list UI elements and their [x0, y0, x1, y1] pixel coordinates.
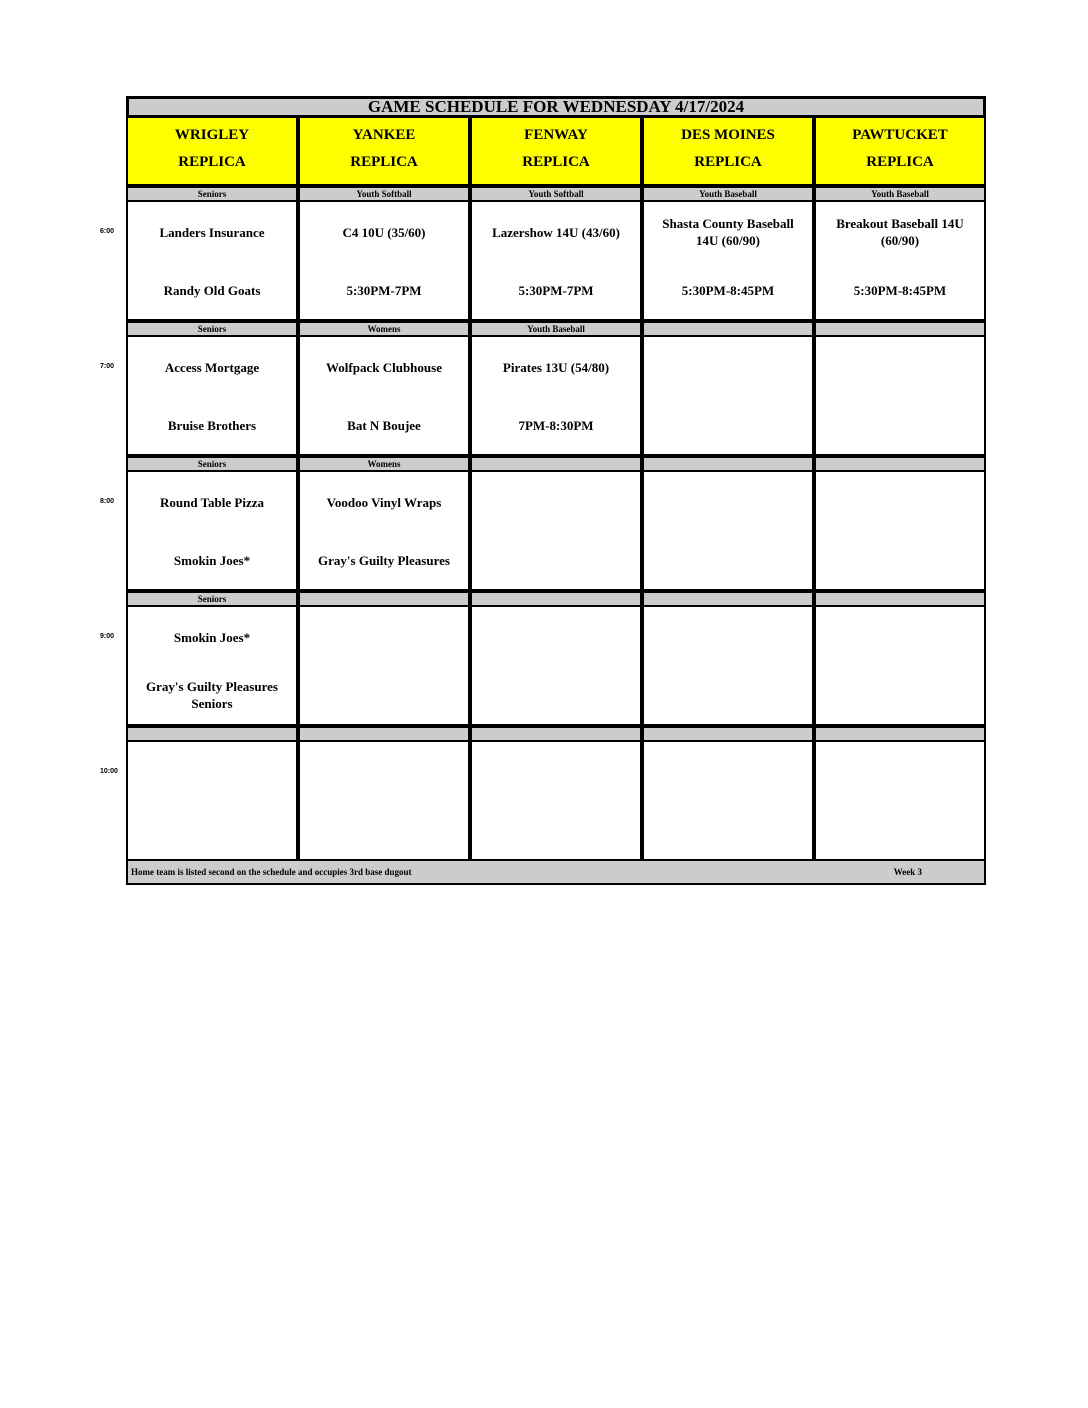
field-name: FENWAY — [524, 127, 588, 143]
game-line-1: Smokin Joes* — [173, 629, 251, 645]
game-cell — [298, 202, 470, 321]
game-cell — [470, 607, 642, 726]
division-cell: Youth Baseball — [642, 186, 814, 202]
schedule-title: GAME SCHEDULE FOR WEDNESDAY 4/17/2024 — [126, 96, 986, 118]
game-cell — [126, 607, 298, 726]
game-line-2: 7PM-8:30PM — [518, 417, 594, 433]
time-slot-6-00 — [100, 186, 986, 321]
field-sub: REPLICA — [178, 154, 246, 170]
game-row — [126, 337, 986, 456]
game-cell — [814, 472, 986, 591]
game-cell — [470, 472, 642, 591]
footer-note: Home team is listed second on the schedule and occupies 3rd base dugout — [131, 867, 412, 877]
division-cell — [814, 456, 986, 472]
division-cell — [126, 726, 298, 742]
field-header-fenway — [470, 118, 642, 186]
game-line-2: 5:30PM-8:45PM — [681, 282, 775, 298]
game-cell — [814, 337, 986, 456]
division-cell: Youth Softball — [470, 186, 642, 202]
game-cell — [814, 202, 986, 321]
game-line-2: Smokin Joes* — [173, 552, 251, 568]
division-cell: Seniors — [126, 321, 298, 337]
division-cell — [642, 321, 814, 337]
game-cell — [126, 202, 298, 321]
time-label: 6:00 — [100, 228, 115, 235]
game-cell — [470, 742, 642, 861]
division-cell: Youth Baseball — [814, 186, 986, 202]
field-sub: REPLICA — [866, 154, 934, 170]
game-line-2: Randy Old Goats — [163, 282, 261, 298]
game-cell — [642, 337, 814, 456]
game-cell — [814, 607, 986, 726]
game-row — [126, 607, 986, 726]
game-cell — [126, 337, 298, 456]
field-header-row — [126, 118, 986, 186]
division-cell — [642, 456, 814, 472]
game-cell — [298, 742, 470, 861]
division-cell — [814, 591, 986, 607]
division-cell: Womens — [298, 321, 470, 337]
field-header-des-moines — [642, 118, 814, 186]
time-slot-8-00 — [100, 456, 986, 591]
game-line-2: Gray's Guilty Pleasures Seniors — [146, 679, 278, 711]
time-slot-7-00 — [100, 321, 986, 456]
division-cell — [470, 726, 642, 742]
game-line-2: Gray's Guilty Pleasures — [318, 552, 450, 568]
game-cell — [126, 742, 298, 861]
division-cell: Seniors — [126, 591, 298, 607]
division-row — [126, 591, 986, 607]
schedule-table — [100, 96, 986, 885]
division-cell — [814, 321, 986, 337]
game-line-2: 5:30PM-7PM — [518, 282, 594, 298]
game-cell — [642, 202, 814, 321]
division-row — [126, 186, 986, 202]
time-slot-9-00 — [100, 591, 986, 726]
game-line-2: Bruise Brothers — [167, 417, 257, 433]
game-cell — [470, 202, 642, 321]
field-sub: REPLICA — [694, 154, 762, 170]
field-name: DES MOINES — [681, 127, 775, 143]
game-cell — [298, 607, 470, 726]
division-row — [126, 726, 986, 742]
game-line-2: 5:30PM-7PM — [346, 282, 422, 298]
field-header-yankee — [298, 118, 470, 186]
division-cell: Seniors — [126, 186, 298, 202]
division-cell — [642, 726, 814, 742]
field-header-wrigley — [126, 118, 298, 186]
week-label: Week 3 — [893, 867, 922, 877]
division-cell: Womens — [298, 456, 470, 472]
game-line-2: Bat N Boujee — [347, 417, 421, 433]
division-cell — [470, 456, 642, 472]
division-cell: Youth Softball — [298, 186, 470, 202]
time-label: 7:00 — [100, 363, 115, 370]
game-row — [126, 202, 986, 321]
division-row — [126, 456, 986, 472]
game-line-1: Lazershow 14U (43/60) — [492, 224, 620, 240]
game-line-1: Breakout Baseball 14U (60/90) — [836, 216, 964, 248]
division-row — [126, 321, 986, 337]
game-cell — [642, 607, 814, 726]
division-cell — [470, 591, 642, 607]
time-slot-10-00 — [100, 726, 986, 861]
game-line-1: Voodoo Vinyl Wraps — [326, 494, 442, 510]
game-cell — [298, 337, 470, 456]
game-line-1: Pirates 13U (54/80) — [502, 359, 610, 375]
game-line-1: C4 10U (35/60) — [342, 224, 426, 240]
time-label: 10:00 — [100, 768, 118, 775]
time-label: 9:00 — [100, 633, 115, 640]
game-cell — [470, 337, 642, 456]
field-name: YANKEE — [352, 127, 416, 143]
division-cell — [814, 726, 986, 742]
game-line-1: Landers Insurance — [159, 224, 265, 240]
field-name: WRIGLEY — [174, 127, 250, 143]
division-cell — [298, 591, 470, 607]
division-cell — [298, 726, 470, 742]
footer-bar — [126, 861, 986, 885]
game-cell — [814, 742, 986, 861]
game-line-2: 5:30PM-8:45PM — [853, 282, 947, 298]
field-header-pawtucket — [814, 118, 986, 186]
game-cell — [642, 472, 814, 591]
division-cell: Seniors — [126, 456, 298, 472]
time-label: 8:00 — [100, 498, 115, 505]
division-cell — [642, 591, 814, 607]
game-cell — [642, 742, 814, 861]
game-line-1: Wolfpack Clubhouse — [326, 359, 442, 375]
field-name: PAWTUCKET — [852, 127, 948, 143]
game-cell — [126, 472, 298, 591]
game-cell — [298, 472, 470, 591]
game-row — [126, 742, 986, 861]
division-cell: Youth Baseball — [470, 321, 642, 337]
game-line-1: Access Mortgage — [164, 359, 260, 375]
field-sub: REPLICA — [350, 154, 418, 170]
game-line-1: Shasta County Baseball 14U (60/90) — [662, 216, 794, 248]
game-row — [126, 472, 986, 591]
game-line-1: Round Table Pizza — [159, 494, 265, 510]
field-sub: REPLICA — [522, 154, 590, 170]
